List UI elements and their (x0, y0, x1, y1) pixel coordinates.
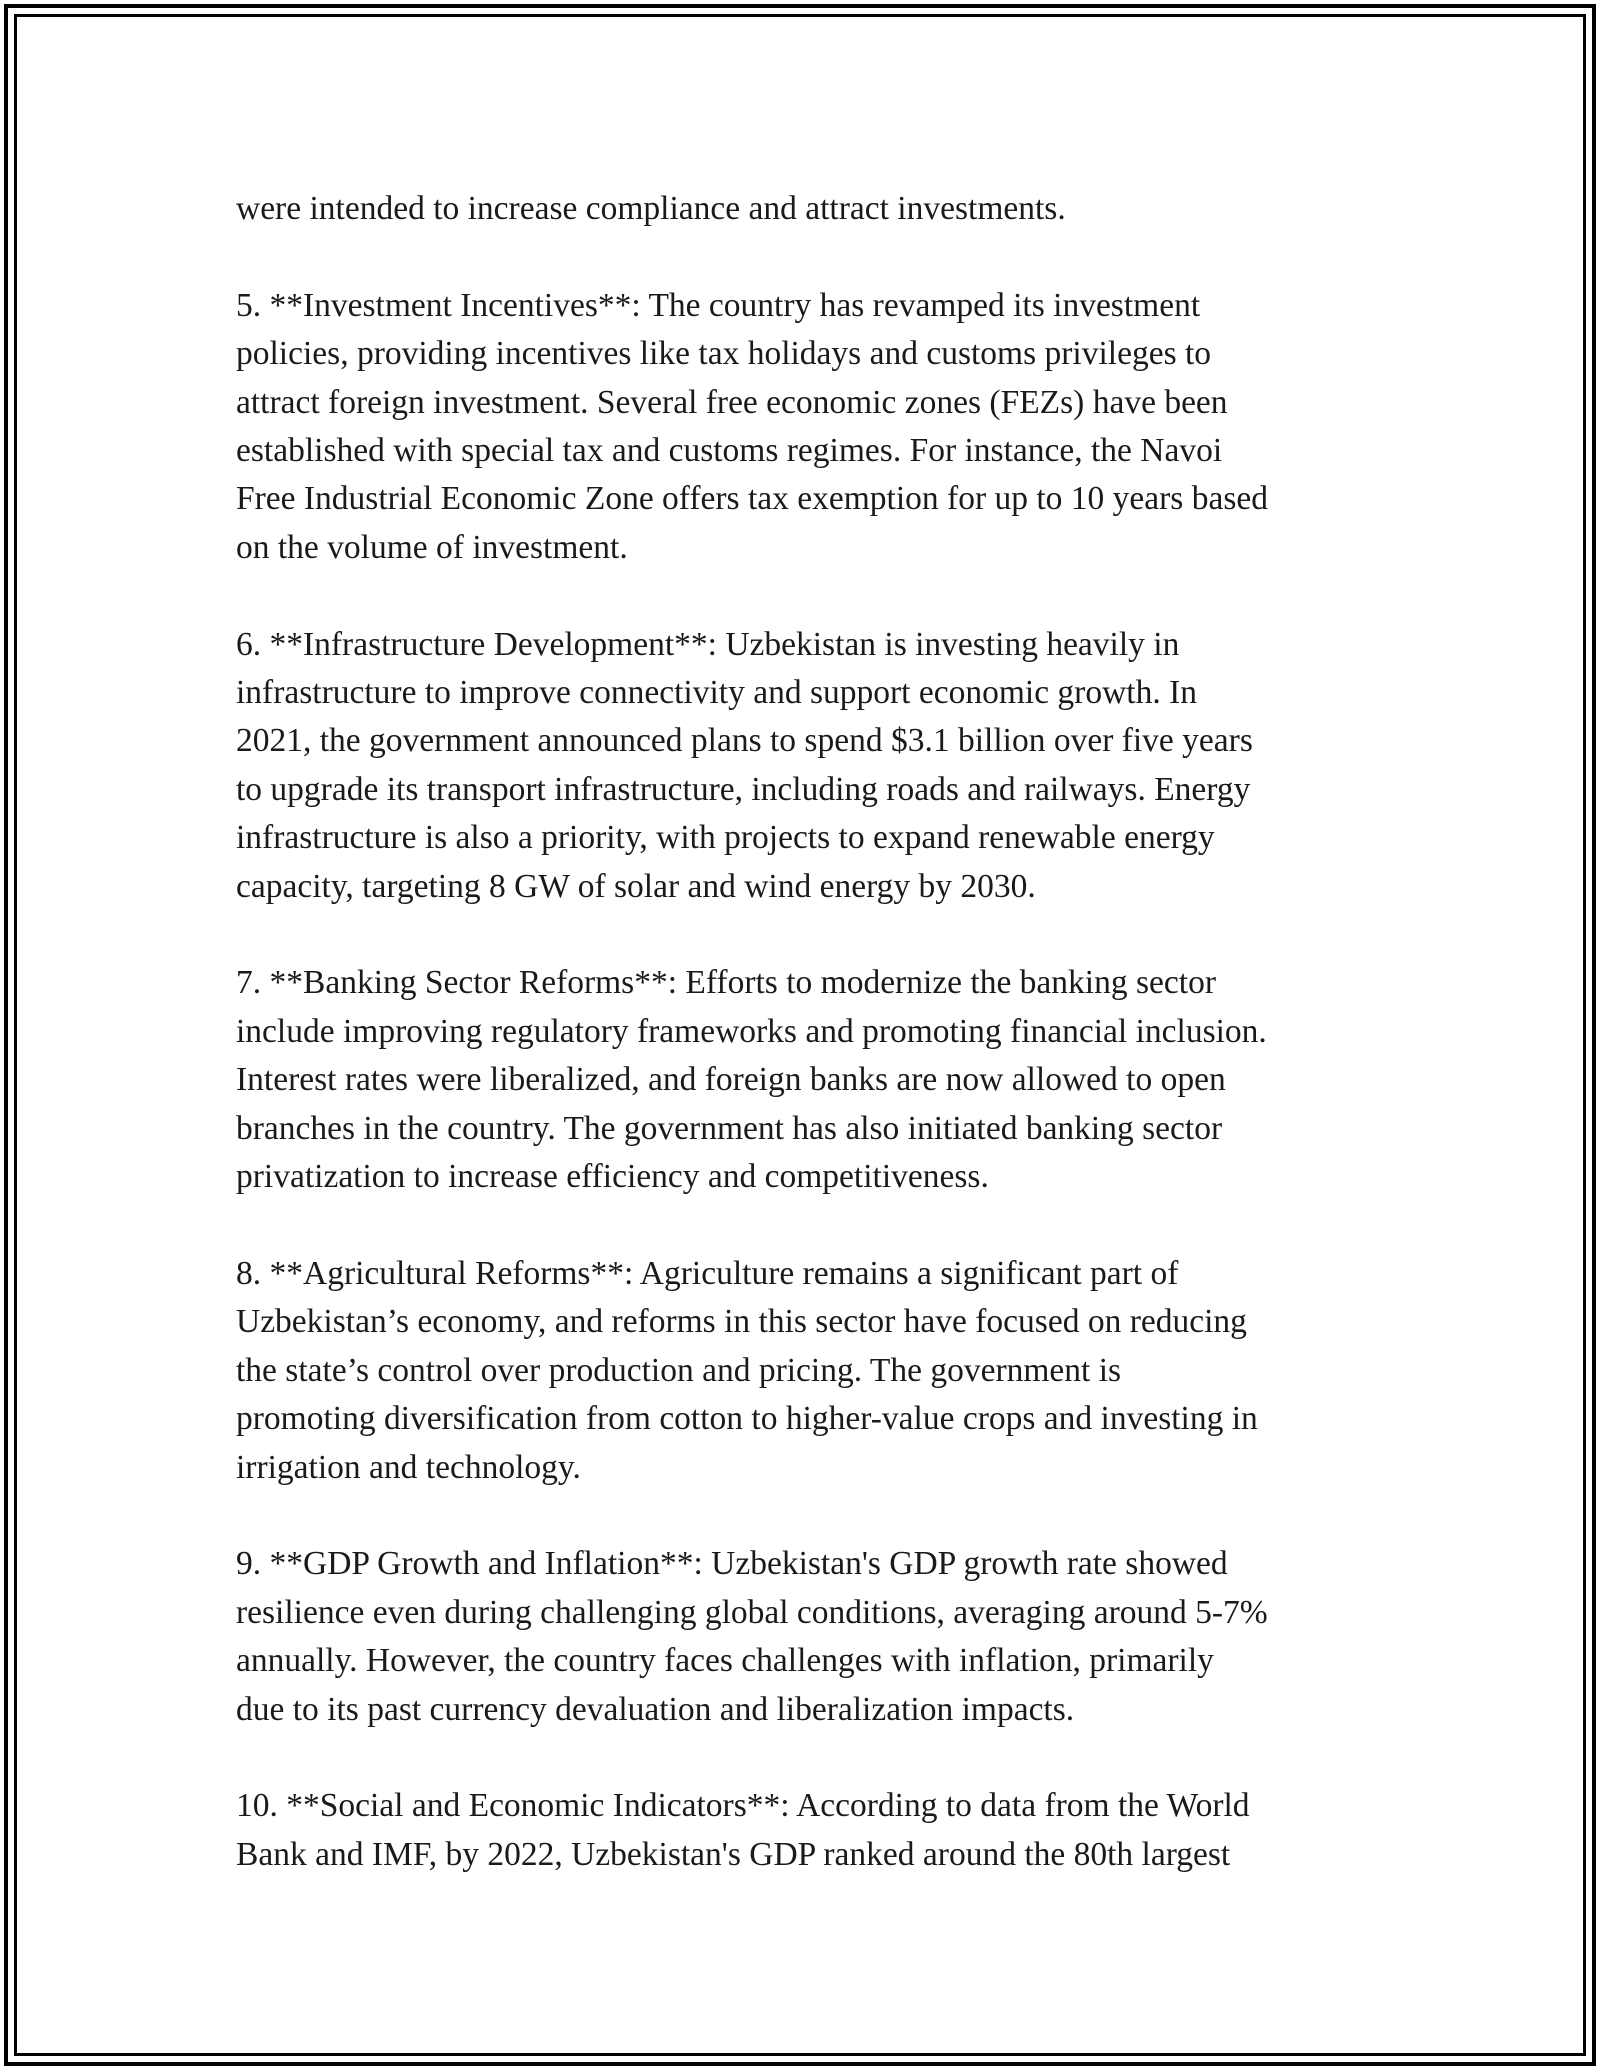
text-line: infrastructure is also a priority, with projects to expand renewable energy (236, 819, 1215, 857)
text-line: due to its past currency devaluation and liberalization impacts. (236, 1690, 1075, 1728)
text-line: include improving regulatory frameworks and promoting financial inclusion. (236, 1012, 1267, 1050)
text-line: the state’s control over production and pricing. The government is (236, 1351, 1122, 1389)
text-line: 2021, the government announced plans to spend $3.1 billion over five years (236, 722, 1253, 760)
text-line: Bank and IMF, by 2022, Uzbekistan's GDP ranked around the 80th largest (236, 1835, 1231, 1873)
text-line: resilience even during challenging global conditions, averaging around 5-7% (236, 1593, 1268, 1631)
text-line: on the volume of investment. (236, 528, 628, 566)
text-line: infrastructure to improve connectivity and support economic growth. In (236, 674, 1197, 712)
text-line: annually. However, the country faces challenges with inflation, primarily (236, 1642, 1214, 1680)
text-line: promoting diversification from cotton to higher-value crops and investing in (236, 1400, 1258, 1438)
paragraph-intro-continuation (236, 185, 1416, 233)
paragraph-investment-incentives (236, 282, 1416, 572)
text-line: Free Industrial Economic Zone offers tax exemption for up to 10 years based (236, 480, 1268, 518)
text-line: 6. **Infrastructure Development**: Uzbekistan is investing heavily in (236, 625, 1180, 663)
document-body (236, 185, 1416, 1928)
text-line: branches in the country. The government has also initiated banking sector (236, 1109, 1223, 1147)
text-line: 10. **Social and Economic Indicators**: According to data from the World (236, 1787, 1250, 1825)
text-line: capacity, targeting 8 GW of solar and wind energy by 2030. (236, 867, 1036, 905)
text-line: 5. **Investment Incentives**: The country has revamped its investment (236, 286, 1201, 324)
paragraph-infrastructure-development (236, 621, 1416, 911)
text-line: Interest rates were liberalized, and foreign banks are now allowed to open (236, 1061, 1226, 1099)
text-line: privatization to increase efficiency and competitiveness. (236, 1158, 989, 1196)
paragraph-gdp-growth-inflation (236, 1540, 1416, 1734)
paragraph-social-economic-indicators (236, 1782, 1416, 1879)
paragraph-banking-sector-reforms (236, 959, 1416, 1201)
text-line: attract foreign investment. Several free economic zones (FEZs) have been (236, 383, 1228, 421)
paragraph-agricultural-reforms (236, 1250, 1416, 1492)
text-line: policies, providing incentives like tax holidays and customs privileges to (236, 335, 1212, 373)
text-line: 8. **Agricultural Reforms**: Agriculture remains a significant part of (236, 1254, 1179, 1292)
text-line: 9. **GDP Growth and Inflation**: Uzbekistan's GDP growth rate showed (236, 1545, 1228, 1583)
text-line: established with special tax and customs regimes. For instance, the Navoi (236, 432, 1223, 470)
text-line: were intended to increase compliance and attract investments. (236, 190, 1066, 227)
text-line: 7. **Banking Sector Reforms**: Efforts to modernize the banking sector (236, 964, 1216, 1002)
text-line: irrigation and technology. (236, 1448, 581, 1486)
text-line: to upgrade its transport infrastructure, including roads and railways. Energy (236, 770, 1251, 808)
text-line: Uzbekistan’s economy, and reforms in this sector have focused on reducing (236, 1303, 1247, 1341)
